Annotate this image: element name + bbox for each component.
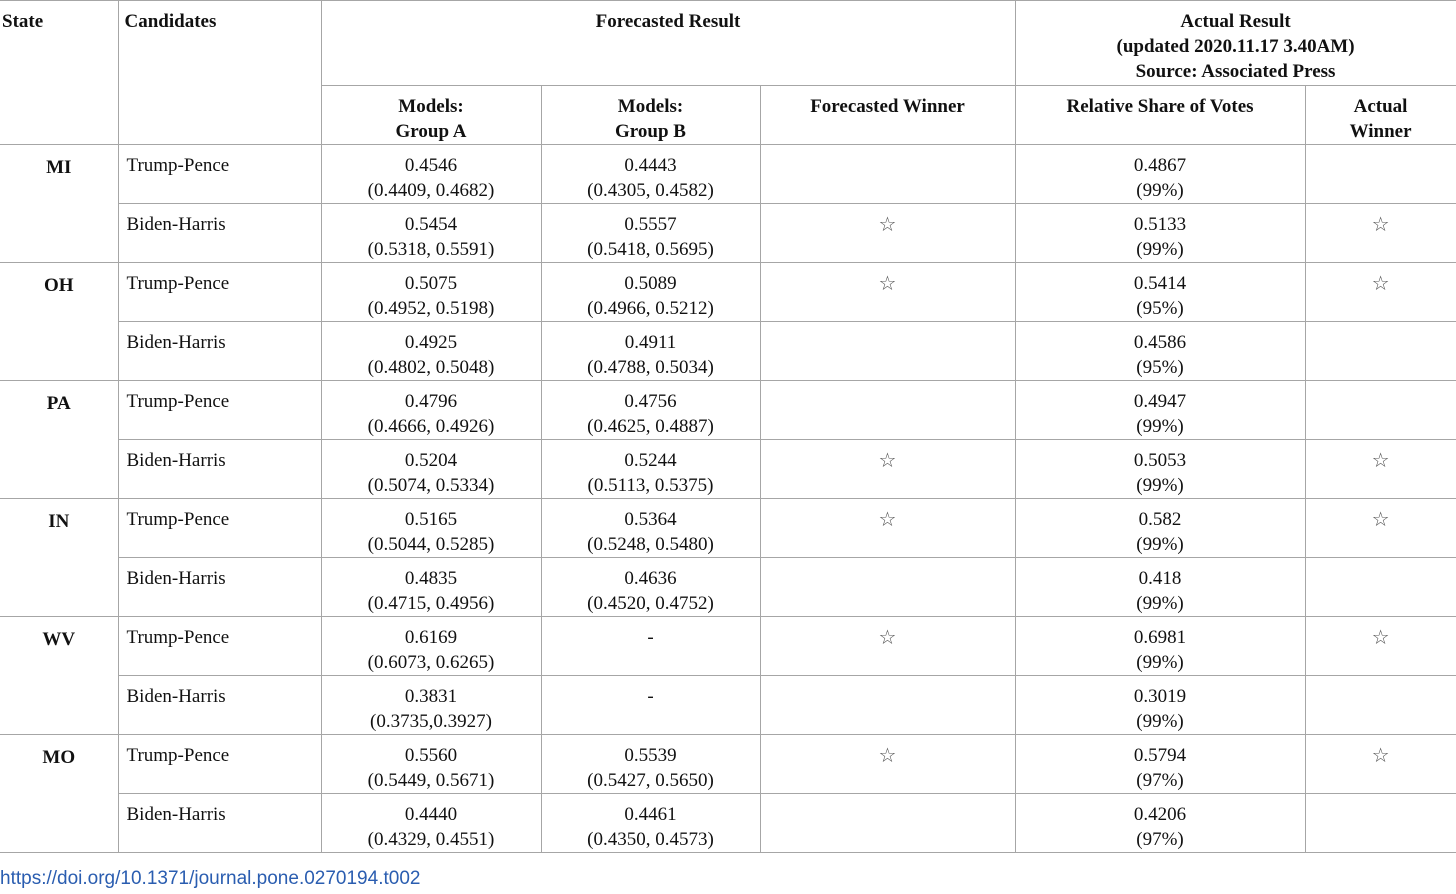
group-b-value: -	[647, 686, 654, 707]
group-b-cell	[541, 558, 760, 617]
group-b-interval: (0.4966, 0.5212)	[587, 298, 714, 319]
relative-share-cell	[1015, 558, 1305, 617]
header-actual-winner-line-2: Winner	[1349, 121, 1412, 142]
group-b-value: 0.5089	[624, 273, 677, 294]
candidate-cell: Biden-Harris	[118, 204, 321, 263]
group-b-cell	[541, 263, 760, 322]
star-icon: ☆	[878, 271, 897, 295]
group-a-value: 0.4796	[404, 391, 458, 412]
actual-winner-cell	[1305, 381, 1456, 440]
group-a-interval: (0.5044, 0.5285)	[367, 534, 495, 555]
group-a-cell	[321, 558, 541, 617]
group-b-cell	[541, 381, 760, 440]
group-b-cell	[541, 440, 760, 499]
relative-share-value: 0.4206	[1133, 804, 1187, 825]
relative-share-cell	[1015, 322, 1305, 381]
group-a-interval: (0.4666, 0.4926)	[367, 416, 495, 437]
relative-share-percent: (97%)	[1136, 829, 1184, 850]
relative-share-cell	[1015, 440, 1305, 499]
relative-share-value: 0.4947	[1133, 391, 1187, 412]
group-b-value: 0.4443	[624, 155, 677, 176]
actual-winner-cell	[1305, 145, 1456, 204]
state-cell: OH	[0, 263, 118, 381]
group-a-value: 0.5204	[404, 450, 458, 471]
group-b-cell	[541, 676, 760, 735]
relative-share-percent: (99%)	[1136, 534, 1184, 555]
forecasted-winner-cell	[760, 440, 1015, 499]
actual-winner-cell	[1305, 204, 1456, 263]
actual-winner-cell	[1305, 263, 1456, 322]
star-icon: ☆	[1371, 743, 1390, 767]
candidate-cell: Trump-Pence	[118, 263, 321, 322]
group-b-cell	[541, 499, 760, 558]
star-icon: ☆	[1371, 507, 1390, 531]
group-a-cell	[321, 794, 541, 853]
group-a-value: 0.5075	[404, 273, 458, 294]
table-row	[0, 735, 1456, 794]
header-actual-result	[1015, 1, 1456, 86]
group-a-value: 0.4546	[404, 155, 458, 176]
group-b-interval: (0.5248, 0.5480)	[587, 534, 714, 555]
relative-share-percent: (99%)	[1136, 475, 1184, 496]
group-a-interval: (0.5074, 0.5334)	[367, 475, 495, 496]
group-b-value: 0.5557	[624, 214, 677, 235]
table-row	[0, 499, 1456, 558]
actual-winner-cell	[1305, 322, 1456, 381]
relative-share-value: 0.582	[1138, 509, 1182, 530]
relative-share-cell	[1015, 204, 1305, 263]
group-a-cell	[321, 735, 541, 794]
group-a-value: 0.5165	[404, 509, 458, 530]
candidate-cell: Biden-Harris	[118, 794, 321, 853]
forecasted-winner-cell	[760, 322, 1015, 381]
actual-winner-cell	[1305, 794, 1456, 853]
group-a-interval: (0.4409, 0.4682)	[367, 180, 495, 201]
actual-winner-cell	[1305, 440, 1456, 499]
group-b-cell	[541, 794, 760, 853]
candidate-cell: Trump-Pence	[118, 381, 321, 440]
actual-winner-cell	[1305, 558, 1456, 617]
star-icon: ☆	[1371, 212, 1390, 236]
group-b-value: 0.4756	[624, 391, 677, 412]
table-row	[0, 794, 1456, 853]
relative-share-cell	[1015, 381, 1305, 440]
star-icon: ☆	[878, 625, 897, 649]
group-b-value: 0.4636	[624, 568, 677, 589]
relative-share-percent: (99%)	[1136, 593, 1184, 614]
table-row	[0, 263, 1456, 322]
table-row	[0, 204, 1456, 263]
group-b-interval: (0.5113, 0.5375)	[587, 475, 714, 496]
candidate-cell: Trump-Pence	[118, 735, 321, 794]
candidate-cell: Biden-Harris	[118, 322, 321, 381]
group-a-value: 0.5454	[404, 214, 458, 235]
relative-share-value: 0.4586	[1133, 332, 1187, 353]
star-icon: ☆	[1371, 271, 1390, 295]
group-b-value: 0.4911	[624, 332, 677, 353]
group-a-cell	[321, 263, 541, 322]
relative-share-value: 0.3019	[1133, 686, 1187, 707]
state-cell: MO	[0, 735, 118, 853]
relative-share-cell	[1015, 263, 1305, 322]
relative-share-value: 0.418	[1138, 568, 1182, 589]
forecasted-winner-cell	[760, 735, 1015, 794]
forecasted-winner-cell	[760, 381, 1015, 440]
actual-winner-cell	[1305, 735, 1456, 794]
candidate-cell: Trump-Pence	[118, 617, 321, 676]
table-row	[0, 322, 1456, 381]
header-actual-winner	[1305, 86, 1456, 145]
table-row	[0, 440, 1456, 499]
group-b-cell	[541, 617, 760, 676]
group-a-value: 0.5560	[404, 745, 458, 766]
group-b-interval: (0.4788, 0.5034)	[587, 357, 714, 378]
star-icon: ☆	[878, 212, 897, 236]
header-models-b-line-1: Models:	[617, 96, 684, 117]
relative-share-cell	[1015, 499, 1305, 558]
table-row	[0, 558, 1456, 617]
table-row	[0, 617, 1456, 676]
group-a-interval: (0.4802, 0.5048)	[367, 357, 495, 378]
forecasted-winner-cell	[760, 499, 1015, 558]
header-actual-result-line-3: Source: Associated Press	[1135, 61, 1336, 82]
header-models-group-a	[321, 86, 541, 145]
group-b-interval: (0.4350, 0.4573)	[587, 829, 714, 850]
group-a-interval: (0.4329, 0.4551)	[367, 829, 495, 850]
group-b-value: -	[647, 627, 654, 648]
header-models-a-line-2: Group A	[395, 121, 467, 142]
relative-share-cell	[1015, 145, 1305, 204]
candidate-cell: Biden-Harris	[118, 558, 321, 617]
group-a-value: 0.3831	[404, 686, 458, 707]
header-actual-result-line-1: Actual Result	[1180, 11, 1291, 32]
relative-share-percent: (99%)	[1136, 180, 1184, 201]
table-body	[0, 145, 1456, 853]
relative-share-percent: (99%)	[1136, 652, 1184, 673]
candidate-cell: Trump-Pence	[118, 499, 321, 558]
table-row	[0, 145, 1456, 204]
table-row	[0, 381, 1456, 440]
actual-winner-cell	[1305, 676, 1456, 735]
group-b-cell	[541, 204, 760, 263]
group-b-interval: (0.5427, 0.5650)	[587, 770, 714, 791]
relative-share-percent: (99%)	[1136, 711, 1184, 732]
group-a-interval: (0.3735,0.3927)	[370, 711, 492, 732]
forecasted-winner-cell	[760, 676, 1015, 735]
star-icon: ☆	[878, 507, 897, 531]
forecasted-winner-cell	[760, 794, 1015, 853]
group-a-cell	[321, 499, 541, 558]
group-b-interval: (0.4625, 0.4887)	[587, 416, 714, 437]
group-a-interval: (0.6073, 0.6265)	[367, 652, 495, 673]
doi-link[interactable]: https://doi.org/10.1371/journal.pone.0270194.t002	[0, 868, 421, 889]
state-cell: WV	[0, 617, 118, 735]
group-a-cell	[321, 204, 541, 263]
state-cell: PA	[0, 381, 118, 499]
relative-share-cell	[1015, 794, 1305, 853]
table-row	[0, 676, 1456, 735]
star-icon: ☆	[1371, 625, 1390, 649]
relative-share-cell	[1015, 735, 1305, 794]
group-a-value: 0.4925	[404, 332, 458, 353]
header-models-group-b	[541, 86, 760, 145]
relative-share-value: 0.5133	[1133, 214, 1187, 235]
relative-share-percent: (95%)	[1136, 357, 1184, 378]
header-state: State	[0, 1, 118, 145]
group-a-interval: (0.4952, 0.5198)	[367, 298, 495, 319]
relative-share-value: 0.5053	[1133, 450, 1187, 471]
state-cell: MI	[0, 145, 118, 263]
header-relative-share: Relative Share of Votes	[1015, 86, 1305, 145]
star-icon: ☆	[878, 448, 897, 472]
group-b-value: 0.5539	[624, 745, 677, 766]
candidate-cell: Trump-Pence	[118, 145, 321, 204]
star-icon: ☆	[1371, 448, 1390, 472]
header-models-b-line-2: Group B	[615, 121, 686, 142]
relative-share-value: 0.6981	[1133, 627, 1187, 648]
header-forecasted-result: Forecasted Result	[321, 1, 1015, 86]
forecasted-winner-cell	[760, 145, 1015, 204]
group-a-interval: (0.5318, 0.5591)	[367, 239, 495, 260]
forecasted-winner-cell	[760, 558, 1015, 617]
group-a-value: 0.4835	[404, 568, 458, 589]
group-a-cell	[321, 145, 541, 204]
group-b-interval: (0.5418, 0.5695)	[587, 239, 714, 260]
relative-share-value: 0.5794	[1133, 745, 1187, 766]
group-b-value: 0.5364	[624, 509, 677, 530]
group-a-cell	[321, 381, 541, 440]
relative-share-percent: (99%)	[1136, 416, 1184, 437]
relative-share-value: 0.4867	[1133, 155, 1187, 176]
group-b-interval: (0.4520, 0.4752)	[587, 593, 714, 614]
group-a-cell	[321, 617, 541, 676]
candidate-cell: Biden-Harris	[118, 676, 321, 735]
group-a-cell	[321, 440, 541, 499]
group-b-cell	[541, 145, 760, 204]
actual-winner-cell	[1305, 499, 1456, 558]
relative-share-value: 0.5414	[1133, 273, 1187, 294]
group-a-cell	[321, 676, 541, 735]
relative-share-percent: (99%)	[1136, 239, 1184, 260]
table-header	[0, 1, 1456, 145]
group-a-interval: (0.4715, 0.4956)	[367, 593, 495, 614]
group-b-value: 0.5244	[624, 450, 677, 471]
forecasted-winner-cell	[760, 617, 1015, 676]
header-candidates: Candidates	[118, 1, 321, 145]
relative-share-percent: (97%)	[1136, 770, 1184, 791]
forecasted-winner-cell	[760, 204, 1015, 263]
header-forecasted-winner: Forecasted Winner	[760, 86, 1015, 145]
actual-winner-cell	[1305, 617, 1456, 676]
group-b-interval: (0.4305, 0.4582)	[587, 180, 714, 201]
relative-share-cell	[1015, 617, 1305, 676]
state-cell: IN	[0, 499, 118, 617]
group-a-value: 0.4440	[404, 804, 458, 825]
header-models-a-line-1: Models:	[398, 96, 464, 117]
relative-share-percent: (95%)	[1136, 298, 1184, 319]
group-b-value: 0.4461	[624, 804, 677, 825]
group-b-cell	[541, 322, 760, 381]
group-a-interval: (0.5449, 0.5671)	[367, 770, 495, 791]
star-icon: ☆	[878, 743, 897, 767]
group-a-cell	[321, 322, 541, 381]
relative-share-cell	[1015, 676, 1305, 735]
group-b-cell	[541, 735, 760, 794]
header-actual-result-line-2: (updated 2020.11.17 3.40AM)	[1116, 36, 1355, 57]
header-actual-winner-line-1: Actual	[1353, 96, 1408, 117]
group-a-value: 0.6169	[404, 627, 458, 648]
candidate-cell: Biden-Harris	[118, 440, 321, 499]
forecasted-winner-cell	[760, 263, 1015, 322]
